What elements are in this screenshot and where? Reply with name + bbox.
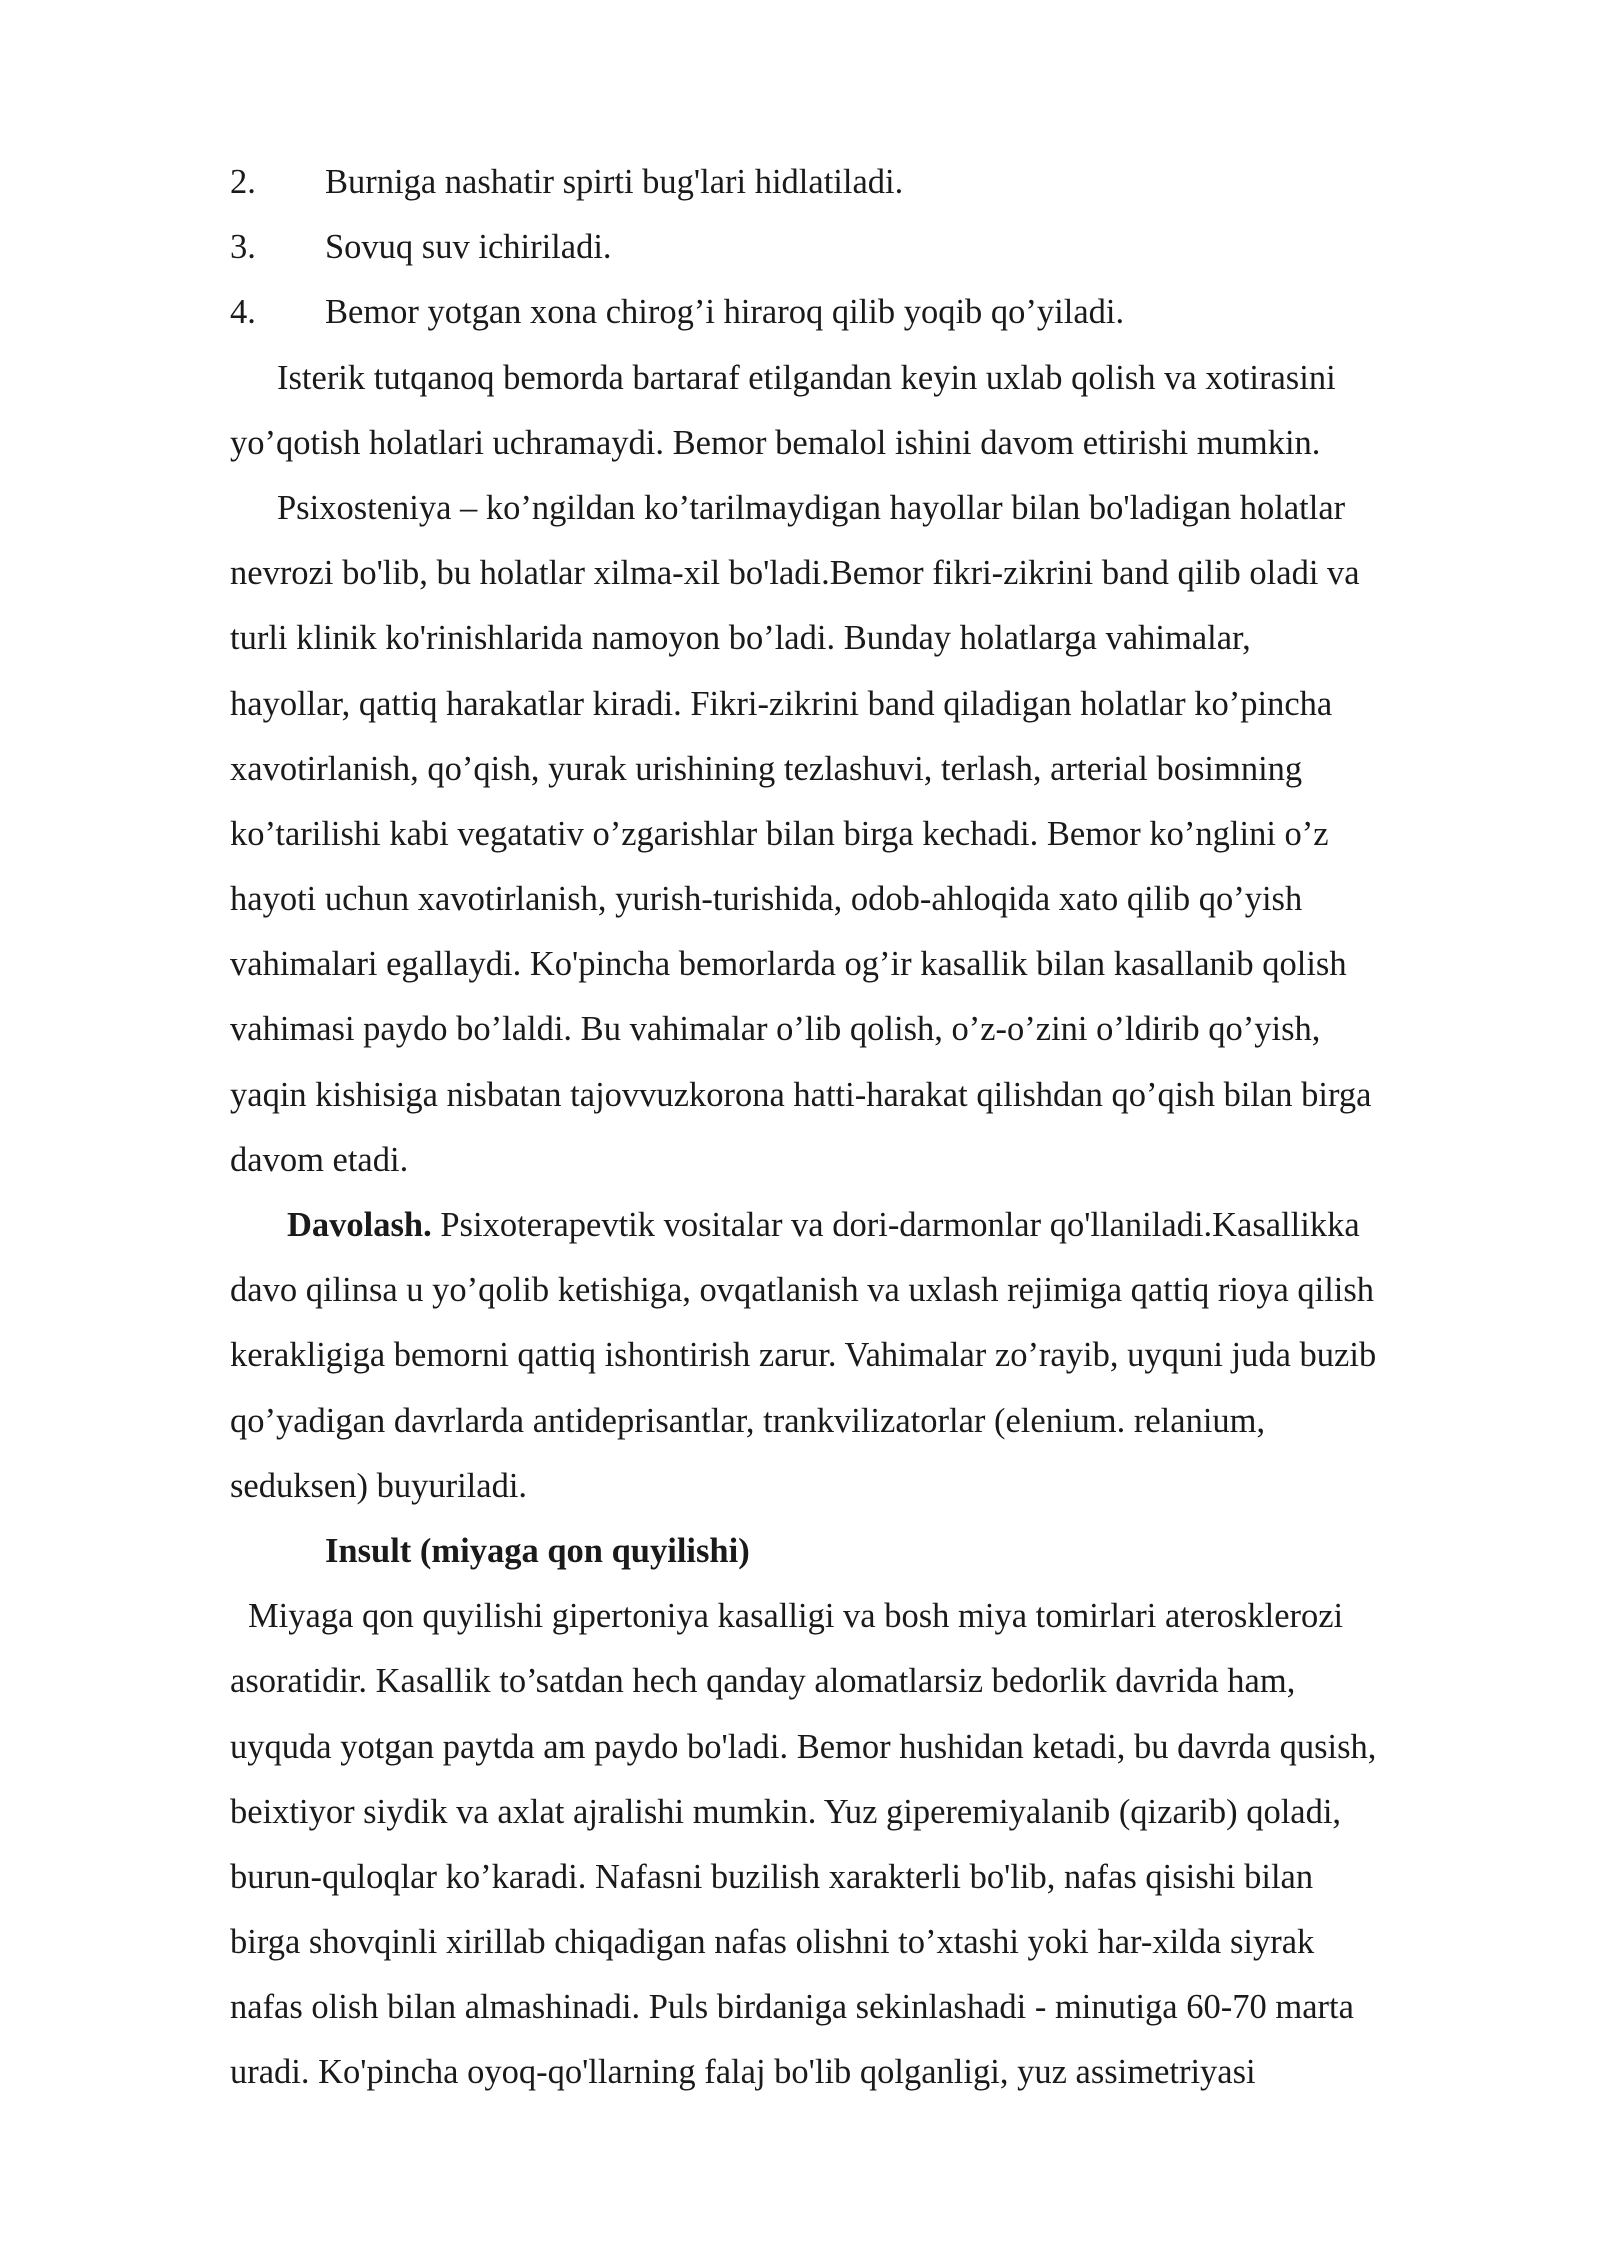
text-line: davom etadi. (230, 1140, 409, 1179)
text-line: hayoti uchun xavotirlanish, yurish-turishida, odob-ahloqida xato qilib qo’yish (230, 880, 1303, 919)
text-line: Miyaga qon quyilishi gipertoniya kasalligi va bosh miya tomirlari aterosklerozi (248, 1597, 1344, 1636)
text-line: vahimasi paydo bo’laldi. Bu vahimalar o’lib qolish, o’z-o’zini o’ldirib qo’yish, (230, 1010, 1321, 1049)
text-line: seduksen) buyuriladi. (230, 1466, 528, 1505)
davolash-first-rest: Psixoterapevtik vositalar va dori-darmonlar qo'llaniladi.Kasallikka (431, 1206, 1360, 1244)
text-line: birga shovqinli xirillab chiqadigan nafas olishni to’xtashi yoki har-xilda siyrak (230, 1923, 1315, 1962)
text-line: Isterik tutqanoq bemorda bartaraf etilgandan keyin uxlab qolish va xotirasini (277, 358, 1336, 397)
list-text: Burniga nashatir spirti bug'lari hidlatiladi. (325, 163, 904, 201)
list-number: 3. (230, 228, 256, 267)
paragraph-davolash (230, 1193, 1500, 1519)
list-item (230, 215, 1500, 280)
text-line: ko’tarilishi kabi vegatativ o’zgarishlar bilan birga kechadi. Bemor ko’nglini o’z (230, 814, 1329, 853)
text-line: yo’qotish holatlari uchramaydi. Bemor bemalol ishini davom ettirishi mumkin. (230, 423, 1321, 462)
text-line: yaqin kishisiga nisbatan tajovvuzkorona hatti-harakat qilishdan qo’qish bilan birga (230, 1075, 1372, 1114)
text-line (230, 1193, 1500, 1258)
text-line: Psixosteniya – ko’ngildan ko’tarilmaydigan hayollar bilan bo'ladigan holatlar (277, 488, 1346, 527)
text-line: kerakligiga bemorni qattiq ishontirish zarur. Vahimalar zo’rayib, uyquni juda buzib (230, 1336, 1377, 1375)
list-number: 4. (230, 293, 256, 332)
text-line: nevrozi bo'lib, bu holatlar xilma-xil bo'ladi.Bemor fikri-zikrini band qilib oladi va (230, 554, 1360, 593)
paragraph-psixosteniya (230, 476, 1500, 1193)
text-line: nafas olish bilan almashinadi. Puls birdaniga sekinlashadi - minutiga 60-70 marta (230, 1988, 1354, 2027)
text-line: qo’yadigan davrlarda antideprisantlar, trankvilizatorlar (elenium. relanium, (230, 1401, 1266, 1440)
text-line: burun-quloqlar ko’karadi. Nafasni buzilish xarakterli bo'lib, nafas qisishi bilan (230, 1857, 1314, 1896)
text-line: asoratidir. Kasallik to’satdan hech qanday alomatlarsiz bedorlik davrida ham, (230, 1662, 1296, 1701)
text-line: xavotirlanish, qo’qish, yurak urishining tezlashuvi, terlash, arterial bosimning (230, 749, 1303, 788)
section-heading-insult: Insult (miyaga qon quyilishi) (325, 1531, 750, 1570)
text-line: uradi. Ko'pincha oyoq-qo'llarning falaj bo'lib qolganligi, yuz assimetriyasi (230, 2053, 1256, 2092)
text-line: beixtiyor siydik va axlat ajralishi mumkin. Yuz giperemiyalanib (qizarib) qoladi, (230, 1792, 1342, 1831)
paragraph-isterik (230, 346, 1500, 476)
list-item (230, 280, 1500, 345)
text-line: turli klinik ko'rinishlarida namoyon bo’ladi. Bunday holatlarga vahimalar, (230, 619, 1251, 658)
document-page (230, 150, 1500, 2106)
list-text: Bemor yotgan xona chirog’i hiraroq qilib yoqib qo’yiladi. (325, 293, 1125, 332)
paragraph-insult (230, 1584, 1500, 2106)
davolash-lead: Davolash. (287, 1206, 432, 1244)
text-line: hayollar, qattiq harakatlar kiradi. Fikri-zikrini band qiladigan holatlar ko’pincha (230, 684, 1333, 723)
list-item (230, 150, 1500, 215)
list-number: 2. (230, 163, 256, 201)
text-line: davo qilinsa u yo’qolib ketishiga, ovqatlanish va uxlash rejimiga qattiq rioya qilish (230, 1271, 1375, 1310)
text-line: vahimalari egallaydi. Ko'pincha bemorlarda og’ir kasallik bilan kasallanib qolish (230, 945, 1347, 984)
list-text: Sovuq suv ichiriladi. (325, 228, 612, 267)
text-line: uyquda yotgan paytda am paydo bo'ladi. Bemor hushidan ketadi, bu davrda qusish, (230, 1727, 1377, 1766)
